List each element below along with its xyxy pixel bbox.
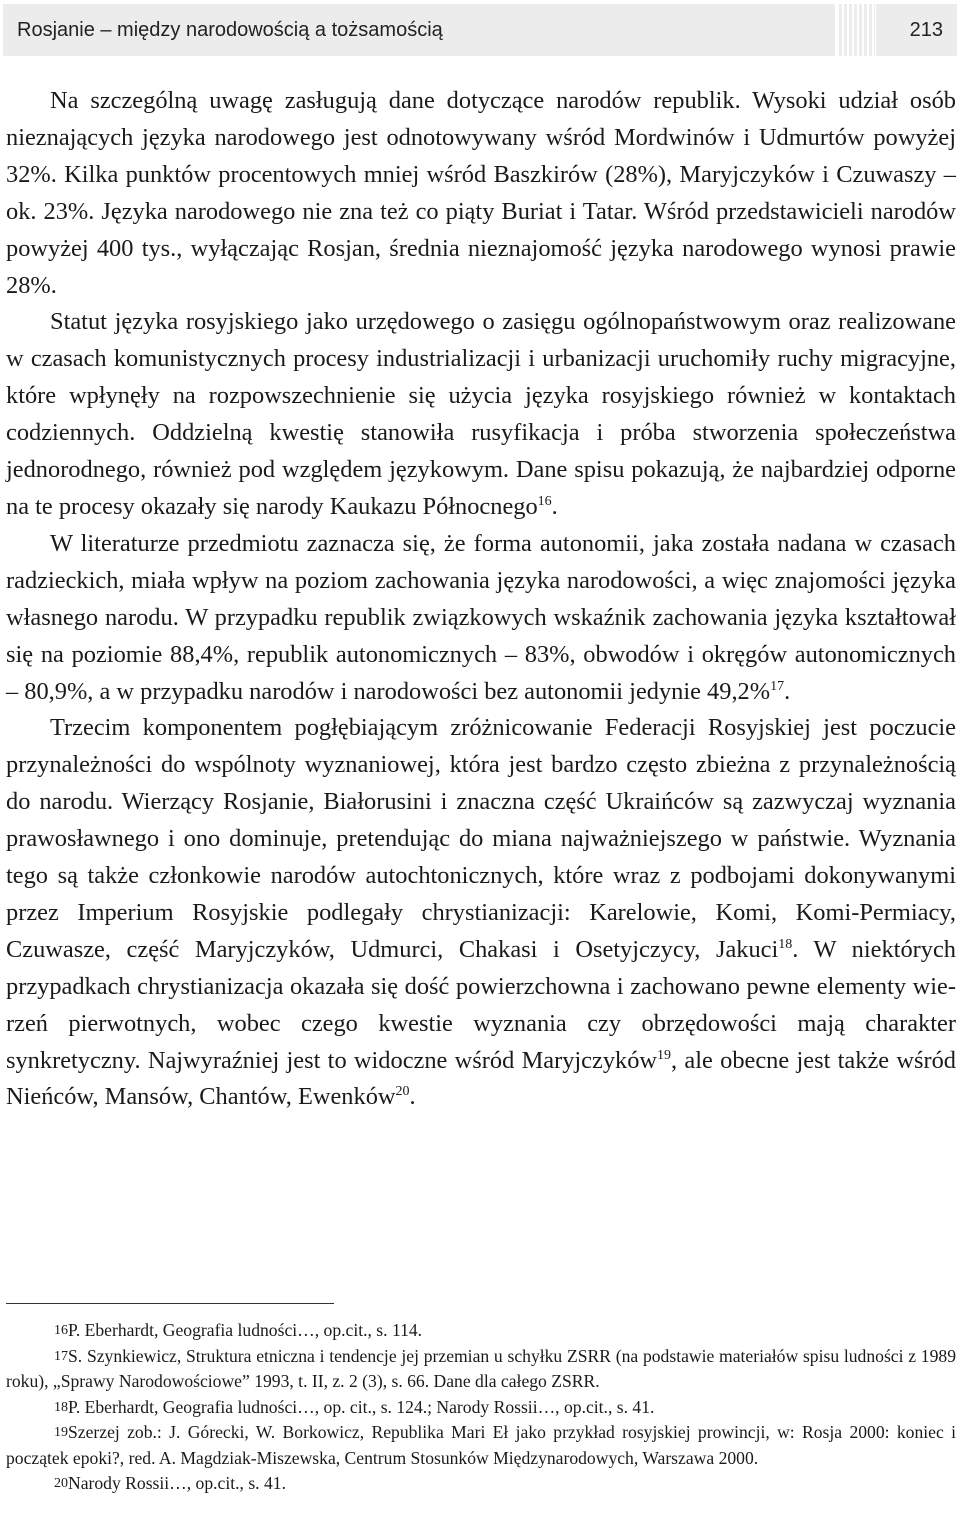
paragraph-2: [6, 304, 956, 525]
footnote-20: [6, 1471, 956, 1497]
footnote-number: 19: [54, 1425, 68, 1440]
footnote-19: [6, 1420, 956, 1471]
footnote-number: 16: [54, 1323, 68, 1338]
main-text: [6, 83, 956, 1116]
paragraph-1: Na szczególną uwagę zasługują dane dotyczące narodów republik. Wysoki udział osób nieznających języka narodowego jest odnotowywany wśród Mordwinów i Udmurtów powyżej 32%. Kilka punktów procentowych mniej wśród Baszkirów (28%), Maryjczyków i Czuwaszy – ok. 23%. Języka narodowego nie zna też co piąty Buriat i Tatar. Wśród przedstawicieli narodów powyżej 400 tys., wyłączając Rosjan, średnia nieznajomość języka narodowego wynosi prawie 28%.: [6, 87, 956, 299]
paragraph-4-text: Trzecim komponentem pogłębiającym zróżnicowanie Federacji Rosyjskiej jest poczucie przynależności do wspólnoty wyznaniowej, która jest bardzo często zbieżna z przynależnością do narodu. Wierzący Rosjanie, Białorusini i znaczna część Ukraińców są zazwyczaj wyznania prawosławnego i ono dominuje, pretendując do miana najważniejszego w państwie. Wyznania tego są także członkowie narodów autochtonicznych, które wraz z podbojami dokonywanymi przez Imperium Rosyjskie podlegały chrystianizacji: Karelowie, Komi, Komi-Permiacy, Czuwasze, część Maryjczyków, Udmurci, Chakasi i Osetyjczycy, Jakuci: [6, 714, 956, 963]
footnote-ref-16[interactable]: 16: [537, 493, 552, 509]
footnote-number: 20: [54, 1476, 68, 1491]
paragraph-3: [6, 526, 956, 711]
paragraph-4-mid2: , ale obecne jest także wśród Nieńców, Mansów, Chantów, Ewenków: [6, 1046, 956, 1111]
paragraph-4: [6, 710, 956, 1116]
footnote-text: Szerzej zob.: J. Górecki, W. Borkowicz, Republika Mari Eł jako przykład rosyjskiej prowincji, w: Rosja 2000: koniec i początek epoki?, red. A. Magdziak-Miszewska, Centrum Stosunków Międzynarodowych, Warszawa 2000.: [6, 1422, 956, 1468]
footnotes: [6, 1318, 956, 1497]
footnote-18: [6, 1395, 956, 1421]
paragraph-2-tail: .: [551, 492, 558, 520]
footnote-text: P. Eberhardt, Geografia ludności…, op. cit., s. 124.; Narody Rossii…, op.cit., s. 41.: [68, 1396, 655, 1417]
footnote-ref-17[interactable]: 17: [770, 678, 785, 694]
footnote-ref-20[interactable]: 20: [395, 1084, 410, 1100]
paragraph-2-text: Statut języka rosyjskiego jako urzędowego o zasięgu ogólnopaństwowym oraz realizowane w czasach komunistycznych procesy industrializacji i urbanizacji uruchomiły ruchy migracyjne, które wpłynęły na rozpowszechnienie się użycia języka rosyjskiego również w kontaktach codziennych. Oddzielną kwestię stanowiła rusyfikacja i próba stworzenia społeczeństwa jednorodnego, również pod względem językowym. Dane spisu pokazują, że najbardziej odporne na te procesy okazały się narody Kaukazu Północnego: [6, 308, 956, 520]
footnote-number: 17: [54, 1348, 68, 1364]
header-decoration: [839, 4, 875, 56]
running-header: [3, 4, 957, 56]
footnote-17: [6, 1344, 956, 1395]
footnote-16: [6, 1318, 956, 1344]
page-number: 213: [876, 4, 957, 56]
paragraph-4-mid: . W niektórych przypadkach chrystianizacja okazała się dość powierzchowna i zachowano pewne elementy wierzeń pierwotnych, wobec czego kwestie wyznania czy obrzędowości mają charakter synkretyczny. Najwyraźniej jest to widoczne wśród Maryjczyków: [6, 935, 956, 1074]
footnote-text: S. Szynkiewicz, Struktura etniczna i tendencje jej przemian u schyłku ZSRR (na podstawie materiałów spisu ludności z 1989 roku), „Sprawy Narodowościowe” 1993, t. II, z. 2 (3), s. 66. Dane dla całego ZSRR.: [6, 1345, 956, 1391]
footnote-text: P. Eberhardt, Geografia ludności…, op.cit., s. 114.: [68, 1320, 423, 1340]
paragraph-3-tail: .: [784, 677, 791, 705]
footnote-number: 18: [54, 1399, 68, 1415]
footnote-ref-18[interactable]: 18: [778, 936, 793, 952]
paragraph-4-tail: .: [409, 1083, 416, 1111]
footnote-separator: [6, 1303, 334, 1304]
footnote-ref-19[interactable]: 19: [657, 1047, 672, 1063]
running-title: Rosjanie – między narodowością a tożsamością: [3, 4, 835, 56]
footnote-text: Narody Rossii…, op.cit., s. 41.: [68, 1473, 286, 1493]
paragraph-3-text: W literaturze przedmiotu zaznacza się, że forma autonomii, jaka została nadana w czasach radzieckich, miała wpływ na poziom zachowania języka narodowości, a więc znajomości języka własnego narodu. W przypadku republik związkowych wskaźnik zachowania języka kształtował się na poziomie 88,4%, republik autonomicznych – 83%, obwodów i okręgów autonomicznych – 80,9%, a w przypadku narodów i narodowości bez autonomii jedynie 49,2%: [6, 529, 956, 705]
